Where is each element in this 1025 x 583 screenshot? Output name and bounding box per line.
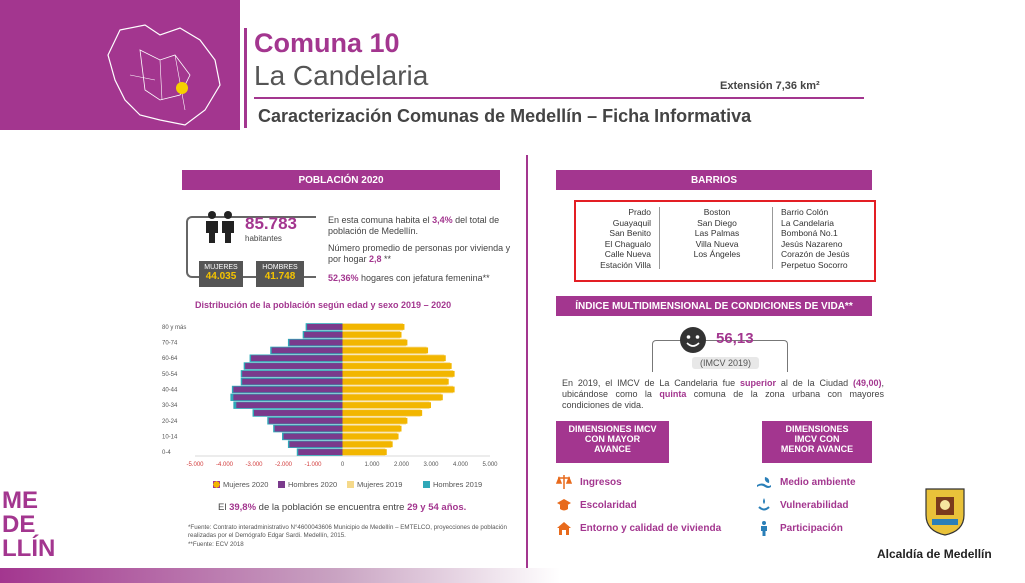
poblacion-title: POBLACIÓN 2020 <box>182 170 500 190</box>
bar-mujeres-2020-70-74 <box>343 340 408 346</box>
comuna-number: Comuna 10 <box>254 28 400 58</box>
bar-mujeres-2020-75-79 <box>343 332 402 338</box>
barrios-title: BARRIOS <box>556 170 872 190</box>
bar-hombres-2020-15-19 <box>275 426 343 432</box>
mujeres-label: MUJERES <box>204 264 238 271</box>
participacion-icon <box>756 520 772 536</box>
legend-hombres-2019: Hombres 2019 <box>423 480 482 489</box>
y-tick-label: 70-74 <box>162 340 178 347</box>
bottom-band <box>0 568 560 583</box>
dim-medio-ambiente: Medio ambiente <box>756 474 856 490</box>
page-subtitle: Caracterización Comunas de Medellín – Ficha Informativa <box>258 106 752 126</box>
bar-hombres-2020-70-74 <box>289 340 342 346</box>
vulnerabilidad-icon <box>756 497 772 513</box>
svg-text:LLÍN: LLÍN <box>2 535 56 562</box>
bar-mujeres-2020-35-39 <box>343 394 443 400</box>
bar-hombres-2020-80 y más <box>307 324 342 330</box>
x-tick-label: 3.000 <box>423 462 439 468</box>
bar-hombres-2020-50-54 <box>242 371 342 377</box>
age-note: El 39,8% de la población se encuentra entre 29 y 54 años. <box>218 502 467 513</box>
extension-text: Extensión 7,36 km² <box>720 80 820 92</box>
medellin-logo <box>0 486 72 566</box>
chart-title: Distribución de la población según edad y sexo 2019 – 2020 <box>195 300 452 310</box>
svg-text:ME: ME <box>2 487 38 514</box>
vivienda-icon <box>556 520 572 536</box>
bar-mujeres-2020-45-49 <box>343 379 449 385</box>
bar-hombres-2020-25-29 <box>254 410 343 416</box>
x-tick-label: -2.000 <box>274 462 293 468</box>
x-tick-label: 0 <box>340 462 345 468</box>
y-tick-label: 80 y más <box>162 324 187 331</box>
dim-ingresos: Ingresos <box>556 474 622 490</box>
bar-mujeres-2020-80 y más <box>343 324 405 330</box>
hombres-stat <box>256 261 304 287</box>
barrios-col-2: Boston San Diego Las Palmas Villa Nueva Los Ángeles <box>693 207 741 259</box>
bar-hombres-2020-20-24 <box>269 418 343 424</box>
x-tick-label: 4.000 <box>452 462 469 468</box>
dim-entorno: Entorno y calidad de vivienda <box>556 520 721 536</box>
fuente-1: *Fuente: Contrato interadministrativo N°4600043606 Municipio de Medellín – EMTELCO, proyecciones de población realizadas por el Demógrafo Edgar Sardi. Medellín, 2015. <box>188 524 507 539</box>
poblacion-text-3: 52,36% hogares con jefatura femenina** <box>328 273 490 283</box>
imcv-label: (IMCV 2019) <box>692 357 759 369</box>
bar-mujeres-2020-5-9 <box>343 441 393 447</box>
bar-hombres-2020-30-34 <box>236 402 342 408</box>
population-total: 85.783 <box>245 214 297 233</box>
ingresos-icon <box>556 474 572 490</box>
bar-mujeres-2020-40-44 <box>343 387 455 393</box>
comuna-name: La Candelaria <box>254 60 429 91</box>
y-tick-label: 40-44 <box>162 387 178 394</box>
comuna-map-icon <box>100 20 230 130</box>
x-tick-label: -1.000 <box>304 462 322 468</box>
hombres-label: HOMBRES <box>262 264 298 271</box>
mayor-avance-title: DIMENSIONES IMCV CON MAYOR AVANCE <box>556 421 669 463</box>
legend-hombres-2020: Hombres 2020 <box>278 480 337 489</box>
bar-mujeres-2020-30-34 <box>343 402 432 408</box>
alcaldia-shield-icon <box>922 485 968 537</box>
y-tick-label: 10-14 <box>162 434 178 441</box>
barrios-sep-1 <box>659 207 660 269</box>
header-underline <box>254 97 864 99</box>
bar-mujeres-2020-65-69 <box>343 347 429 353</box>
bar-mujeres-2020-20-24 <box>343 418 408 424</box>
escolaridad-icon <box>556 497 572 513</box>
bar-mujeres-2020-10-14 <box>343 434 399 440</box>
bar-hombres-2020-55-59 <box>245 363 342 369</box>
y-tick-label: 50-54 <box>162 371 178 378</box>
x-tick-label: 2.000 <box>393 462 410 468</box>
poblacion-text-1: En esta comuna habita el 3,4% del total de población de Medellín. <box>328 215 500 236</box>
bar-hombres-2020-5-9 <box>289 441 342 447</box>
x-tick-label: -3.000 <box>245 462 263 468</box>
svg-text:DE: DE <box>2 511 36 538</box>
dim-vulnerabilidad: Vulnerabilidad <box>756 497 849 513</box>
alcaldia-name: Alcaldía de Medellín <box>877 547 992 561</box>
y-tick-label: 20-24 <box>162 418 178 425</box>
x-tick-label: -4.000 <box>215 462 234 468</box>
bar-hombres-2020-10-14 <box>284 434 343 440</box>
y-tick-label: 60-64 <box>162 356 178 363</box>
bar-hombres-2020-0-4 <box>298 449 342 455</box>
people-icon <box>203 210 237 244</box>
legend-mujeres-2019: Mujeres 2019 <box>347 480 402 489</box>
population-total-label: habitantes <box>245 234 282 243</box>
barrios-col-3: Barrio Colón La Candelaria Bomboná No.1 Jesús Nazareno Corazón de Jesús Perpetuo Socorro <box>781 207 850 270</box>
dim-escolaridad: Escolaridad <box>556 497 637 513</box>
dim-participacion: Participación <box>756 520 843 536</box>
bar-hombres-2020-60-64 <box>251 355 342 361</box>
center-divider <box>526 155 528 575</box>
bar-hombres-2020-40-44 <box>233 387 342 393</box>
x-tick-label: 1.000 <box>364 462 380 468</box>
bar-mujeres-2020-0-4 <box>343 449 387 455</box>
barrios-col-1: Prado Guayaquil San Benito El Chagualo Calle Nueva Estación Villa <box>600 207 651 270</box>
hombres-value: 41.748 <box>264 271 296 282</box>
poblacion-text-2: Número promedio de personas por vivienda y por hogar 2,8 ** <box>328 243 511 264</box>
imcv-value: 56,13 <box>716 330 754 347</box>
fuente-2: **Fuente: ECV 2018 <box>188 541 244 548</box>
medio-ambiente-icon <box>756 474 772 490</box>
bar-mujeres-2020-15-19 <box>343 426 402 432</box>
barrios-sep-2 <box>772 207 773 269</box>
population-pyramid-chart <box>160 318 500 478</box>
bar-mujeres-2020-55-59 <box>343 363 452 369</box>
x-tick-label: -5.000 <box>186 462 204 468</box>
y-tick-label: 0-4 <box>162 450 171 457</box>
mujeres-value: 44.035 <box>205 271 237 282</box>
legend-mujeres-2020: Mujeres 2020 <box>213 480 268 489</box>
imcv-title: ÍNDICE MULTIDIMENSIONAL DE CONDICIONES DE VIDA** <box>556 296 872 316</box>
smiley-icon <box>679 326 707 354</box>
y-tick-label: 30-34 <box>162 403 178 410</box>
x-tick-label: 5.000 <box>482 462 498 468</box>
imcv-text: En 2019, el IMCV de La Candelaria fue superior al de la Ciudad (49,00), ubicándose como la quinta comuna de la zona urbana con mayores condiciones de vida. <box>562 378 884 410</box>
bar-hombres-2020-35-39 <box>233 394 342 400</box>
bar-hombres-2020-75-79 <box>304 332 342 338</box>
menor-avance-title: DIMENSIONES IMCV CON MENOR AVANCE <box>762 421 872 463</box>
mujeres-stat <box>199 261 243 287</box>
bar-mujeres-2020-50-54 <box>343 371 455 377</box>
bar-hombres-2020-45-49 <box>242 379 342 385</box>
bar-mujeres-2020-25-29 <box>343 410 423 416</box>
bar-hombres-2020-65-69 <box>272 347 343 353</box>
bar-mujeres-2020-60-64 <box>343 355 446 361</box>
header-divider <box>244 28 247 128</box>
